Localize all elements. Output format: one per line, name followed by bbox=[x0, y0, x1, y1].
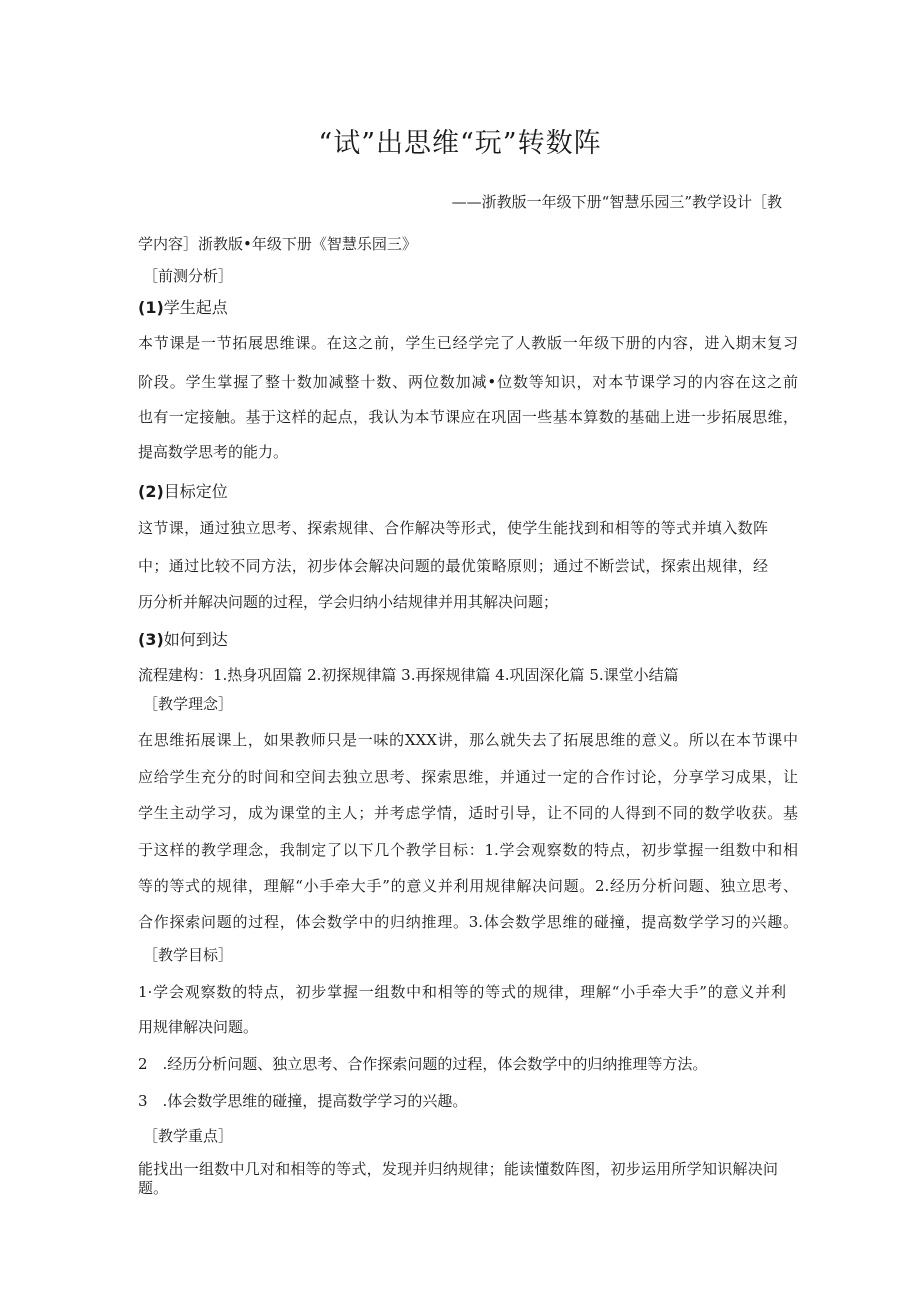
paragraph-line: 在思维拓展课上，如果教师只是一味的XXX讲，那么就失去了拓展思维的意义。所以在本节课中 bbox=[138, 731, 798, 749]
paragraph-line: 也有一定接触。基于这样的起点，我认为本节课应在巩固一些基本算数的基础上进一步拓展思维， bbox=[138, 408, 798, 426]
subheading-label: 如何到达 bbox=[163, 630, 228, 649]
paragraph-line: 于这样的教学理念，我制定了以下几个教学目标：1.学会观察数的特点，初步掌握一组数中和相 bbox=[138, 841, 798, 859]
paragraph-line: 能找出一组数中几对和相等的等式，发现并归纳规律；能读懂数阵图，初步运用所学知识解决问 bbox=[138, 1160, 778, 1178]
subheading-student-start bbox=[138, 297, 228, 319]
subheading-number: (2) bbox=[138, 482, 164, 501]
subheading-goal-positioning bbox=[138, 481, 228, 503]
paragraph-line: 合作探索问题的过程，体会数学中的归纳推理。3.体会数学思维的碰撞，提高数学学习的兴趣。 bbox=[138, 913, 798, 931]
subtitle: ——浙教版一年级下册“智慧乐园三”教学设计［教 bbox=[451, 193, 782, 211]
section-heading-objectives: ［教学目标］ bbox=[143, 946, 234, 964]
paragraph-line: 3 .体会数学思维的碰撞，提高数学学习的兴趣。 bbox=[138, 1092, 468, 1110]
paragraph-line: 等的等式的规律，理解“小手牵大手”的意义并利用规律解决问题。2.经历分析问题、独立思考、 bbox=[138, 877, 798, 895]
paragraph-line: 2 .经历分析问题、独立思考、合作探索问题的过程，体会数学中的归纳推理等方法。 bbox=[138, 1055, 708, 1073]
content-line: 学内容］浙教版•年级下册《智慧乐园三》 bbox=[138, 235, 417, 253]
paragraph-line: 题。 bbox=[138, 1179, 169, 1197]
paragraph-line: 提高数学思考的能力。 bbox=[138, 443, 289, 461]
subheading-number: (3) bbox=[138, 630, 164, 649]
page-title: “试”出思维“玩”转数阵 bbox=[318, 128, 602, 159]
paragraph-line: 应给学生充分的时间和空间去独立思考、探索思维，并通过一定的合作讨论，分享学习成果，让 bbox=[138, 768, 798, 786]
paragraph-line: 中；通过比较不同方法，初步体会解决问题的最优策略原则；通过不断尝试，探索出规律，经 bbox=[138, 557, 768, 575]
paragraph-line: 1·学会观察数的特点，初步掌握一组数中和相等的等式的规律，理解“小手牵大手”的意义并利 bbox=[138, 983, 786, 1001]
subheading-how-to-reach bbox=[138, 629, 228, 651]
section-heading-philosophy: ［教学理念］ bbox=[143, 695, 234, 713]
paragraph-line: 学生主动学习，成为课堂的主人；并考虑学情，适时引导，让不同的人得到不同的数学收获。基 bbox=[138, 804, 798, 822]
subheading-label: 学生起点 bbox=[163, 298, 228, 317]
section-heading-keypoints: ［教学重点］ bbox=[143, 1127, 234, 1145]
section-heading-pretest: ［前测分析］ bbox=[143, 267, 234, 285]
subheading-number: (1) bbox=[138, 298, 164, 317]
paragraph-line: 阶段。学生掌握了整十数加减整十数、两位数加减•位数等知识，对本节课学习的内容在这之前 bbox=[138, 373, 798, 391]
paragraph-line: 历分析并解决问题的过程，学会归纳小结规律并用其解决问题； bbox=[138, 593, 559, 611]
paragraph-line: 用规律解决问题。 bbox=[138, 1018, 259, 1036]
paragraph-line: 流程建构：1.热身巩固篇 2.初探规律篇 3.再探规律篇 4.巩固深化篇 5.课堂小结篇 bbox=[138, 666, 679, 684]
subheading-label: 目标定位 bbox=[163, 482, 228, 501]
paragraph-line: 这节课，通过独立思考、探索规律、合作解决等形式，使学生能找到和相等的等式并填入数阵 bbox=[138, 519, 768, 537]
paragraph-line: 本节课是一节拓展思维课。在这之前，学生已经学完了人教版一年级下册的内容，进入期末复习 bbox=[138, 334, 798, 352]
